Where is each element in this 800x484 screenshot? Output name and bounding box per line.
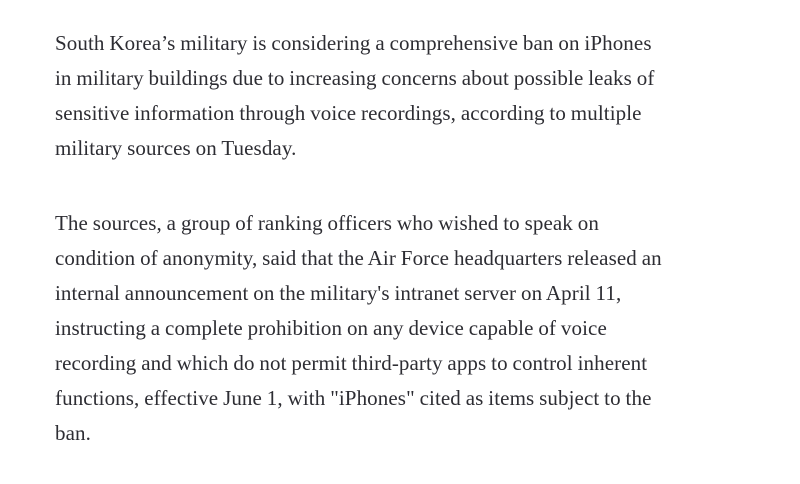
text-line: instructing a complete prohibition on any device capable of voice [55,316,607,340]
paragraph-sources [55,206,790,451]
text-line: The sources, a group of ranking officers who wished to speak on [55,211,599,235]
text-line: functions, effective June 1, with "iPhones" cited as items subject to the [55,386,652,410]
text-line: military sources on Tuesday. [55,136,297,160]
text-line: South Korea’s military is considering a comprehensive ban on iPhones [55,31,652,55]
text-line: sensitive information through voice recordings, according to multiple [55,101,642,125]
text-line: ban. [55,421,91,445]
paragraph-lead [55,26,790,166]
text-line: internal announcement on the military's intranet server on April 11, [55,281,622,305]
text-line: in military buildings due to increasing concerns about possible leaks of [55,66,655,90]
text-line: condition of anonymity, said that the Air Force headquarters released an [55,246,662,270]
text-line: recording and which do not permit third-party apps to control inherent [55,351,648,375]
